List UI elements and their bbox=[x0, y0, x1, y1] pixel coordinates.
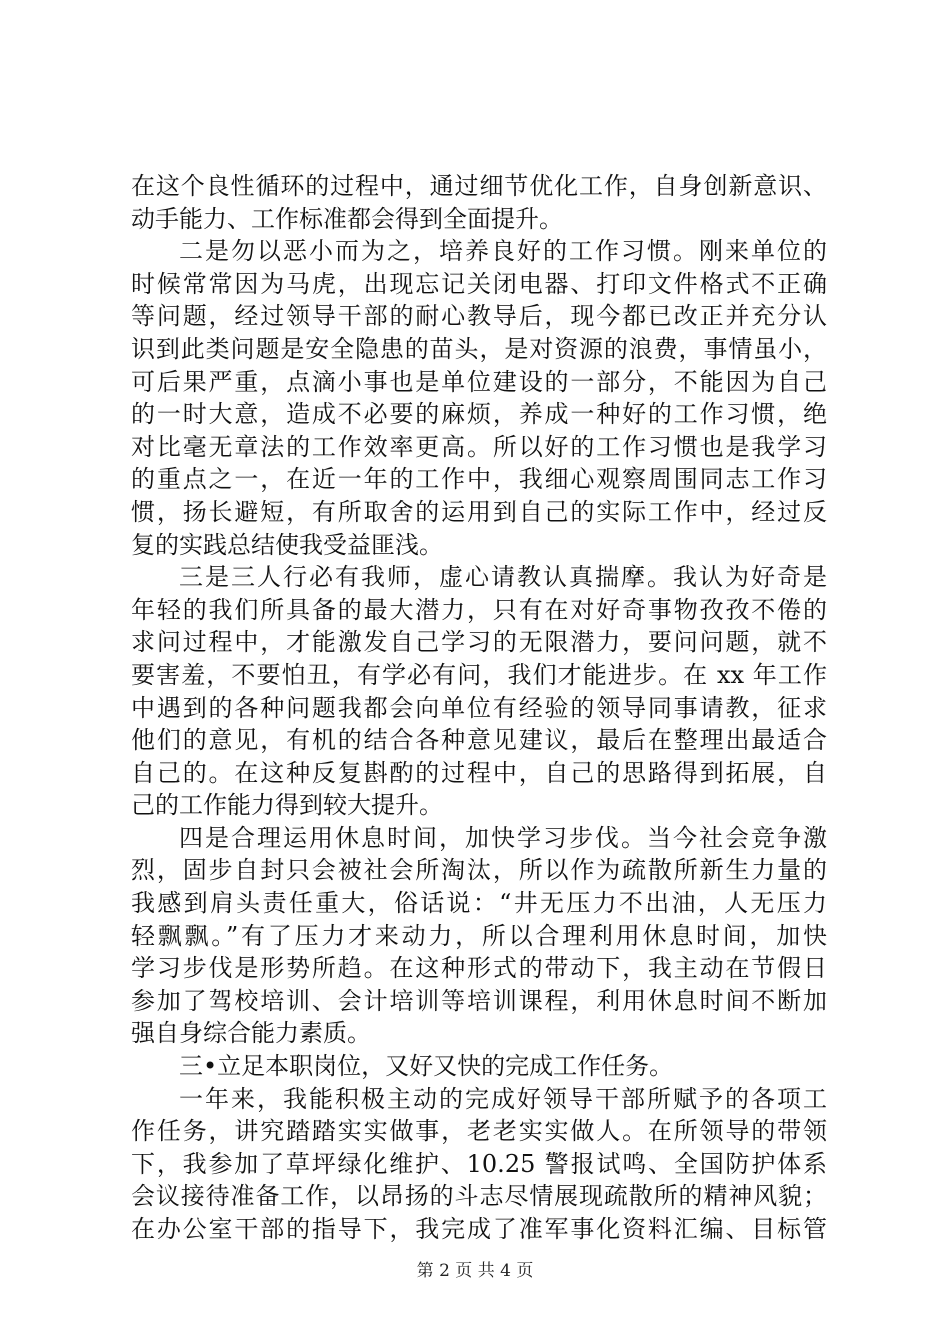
text-line: 复的实践总结使我受益匪浅。 bbox=[131, 530, 443, 559]
text-line: 学习步伐是形势所趋。在这种形式的带动下，我主动在节假日 bbox=[131, 954, 827, 983]
document-body bbox=[131, 170, 827, 1246]
page-footer: 第 2 页 共 4 页 bbox=[416, 1261, 534, 1281]
text-line: 的重点之一，在近一年的工作中，我细心观察周围同志工作习 bbox=[131, 465, 827, 494]
text-line: 作任务，讲究踏踏实实做事，老老实实做人。在所领导的带领 bbox=[131, 1117, 827, 1146]
text-line: 他们的意见，有机的结合各种意见建议，最后在整理出最适合 bbox=[131, 726, 827, 755]
text-line: 求问过程中，才能激发自己学习的无限潜力，要问问题，就不 bbox=[131, 628, 827, 657]
text-line: 轻飘飘。”有了压力才来动力，所以合理利用休息时间，加快 bbox=[131, 921, 827, 950]
text-line: 等问题，经过领导干部的耐心教导后，现今都已改正并充分认 bbox=[131, 302, 827, 331]
text-line: 烈，固步自封只会被社会所淘汰，所以作为疏散所新生力量的 bbox=[131, 856, 827, 885]
text-line: 在这个良性循环的过程中，通过细节优化工作，自身创新意识、 bbox=[131, 172, 827, 200]
text-line: 识到此类问题是安全隐患的苗头，是对资源的浪费，事情虽小， bbox=[131, 334, 827, 363]
text-line: 四是合理运用休息时间，加快学习步伐。当今社会竞争激 bbox=[179, 823, 827, 852]
text-line: 动手能力、工作标准都会得到全面提升。 bbox=[131, 204, 563, 233]
text-line: 时候常常因为马虎，出现忘记关闭电器、打印文件格式不正确 bbox=[131, 269, 827, 298]
text-line: 的一时大意，造成不必要的麻烦，养成一种好的工作习惯，绝 bbox=[131, 400, 827, 429]
text-line: 惯，扬长避短，有所取舍的运用到自己的实际工作中，经过反 bbox=[131, 497, 827, 526]
text-line: 三•立足本职岗位，又好又快的完成工作任务。 bbox=[179, 1052, 674, 1081]
text-line: 要害羞，不要怕丑，有学必有问，我们才能进步。在 xx 年工作 bbox=[131, 660, 827, 689]
text-line: 下，我参加了草坪绿化维护、10.25 警报试鸣、全国防护体系 bbox=[131, 1149, 827, 1178]
text-line: 二是勿以恶小而为之，培养良好的工作习惯。刚来单位的 bbox=[179, 237, 827, 266]
text-line: 中遇到的各种问题我都会向单位有经验的领导同事请教，征求 bbox=[131, 693, 827, 722]
text-line: 可后果严重，点滴小事也是单位建设的一部分，不能因为自己 bbox=[131, 367, 827, 396]
text-line: 我感到肩头责任重大，俗话说：“井无压力不出油，人无压力 bbox=[131, 889, 827, 918]
text-line: 一年来，我能积极主动的完成好领导干部所赋予的各项工 bbox=[179, 1084, 827, 1113]
text-line: 自己的。在这种反复斟酌的过程中，自己的思路得到拓展，自 bbox=[131, 758, 827, 787]
text-line: 年轻的我们所具备的最大潜力，只有在对好奇事物孜孜不倦的 bbox=[131, 595, 827, 624]
text-line: 参加了驾校培训、会计培训等培训课程，利用休息时间不断加 bbox=[131, 986, 827, 1015]
text-line: 对比毫无章法的工作效率更高。所以好的工作习惯也是我学习 bbox=[131, 432, 827, 461]
text-line: 在办公室干部的指导下，我完成了准军事化资料汇编、目标管 bbox=[131, 1215, 827, 1243]
text-line: 会议接待准备工作，以昂扬的斗志尽情展现疏散所的精神风貌； bbox=[131, 1182, 827, 1211]
text-line: 强自身综合能力素质。 bbox=[131, 1019, 371, 1048]
text-line: 三是三人行必有我师，虚心请教认真揣摩。我认为好奇是 bbox=[179, 563, 827, 592]
text-line: 己的工作能力得到较大提升。 bbox=[131, 791, 443, 820]
